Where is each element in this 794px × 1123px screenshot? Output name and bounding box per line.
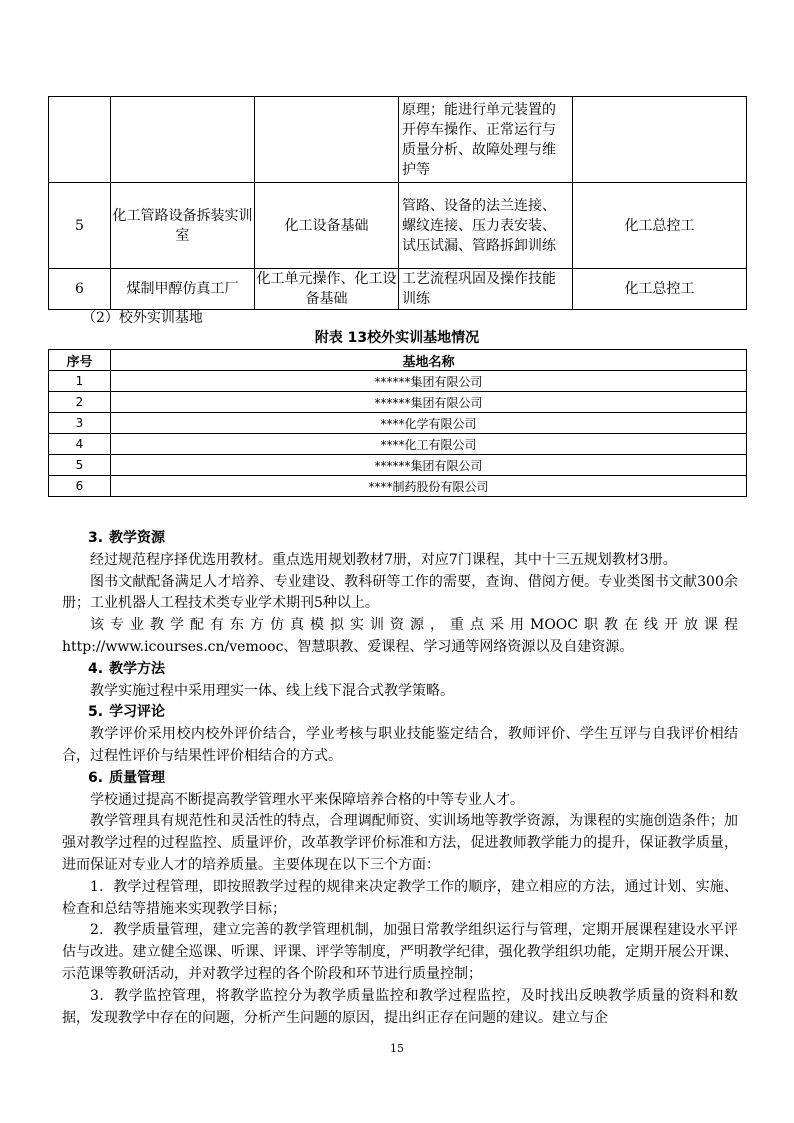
base-name: ******集团有限公司 [111,371,747,392]
table-row [49,455,747,476]
job-title: 化工总控工 [573,183,747,269]
paragraph: 3．教学监控管理，将教学监控分为教学质量监控和教学过程监控，及时找出反映教学质量的资料和数据，发现教学中存在的问题，分析产生问题的原因，提出纠正存在问题的建议。建立与企 [62,987,738,1026]
section-heading-teaching-resources [62,528,738,550]
table-row [49,476,747,497]
paragraph: 学校通过提高不断提高教学管理水平来保障培养合格的中等专业人才。 [90,791,524,808]
job-title [573,97,747,183]
section-number: 3. [88,530,104,546]
paragraph: 图书文献配备满足人才培养、专业建设、教科研等工作的需要，查询、借阅方便。专业类图书文献300余册；工业机器人工程技术类专业学术期刊5种以上。 [62,573,738,612]
section-heading-quality-management [62,768,738,790]
base-name: ****化学有限公司 [111,413,747,434]
table-row [49,434,747,455]
row-number: 3 [49,413,111,434]
table-row [49,392,747,413]
section-title: 质量管理 [109,769,166,786]
table-row [49,413,747,434]
course-name [255,97,399,183]
page-number: 15 [390,1042,404,1055]
paragraph: 1．教学过程管理，即按照教学过程的规律来决定教学工作的顺序，建立相应的方法，通过计划、实施、检查和总结等措施来实现教学目标； [62,878,738,917]
paragraph: 该专业教学配有东方仿真模拟实训资源，重点采用MOOC职教在线开放课程http://www.icourses.cn/vemooc、智慧职教、爱课程、学习通等网络资源以及自建资源。 [62,617,738,655]
training-content: 原理；能进行单元装置的开停车操作、正常运行与质量分析、故障处理与维护等 [399,97,573,183]
table-row [49,269,747,310]
course-name: 化工设备基础 [255,183,399,269]
training-room-table [48,96,747,310]
base-name: ******集团有限公司 [111,455,747,476]
row-number: 5 [49,183,111,269]
paragraph: 教学评价采用校内校外评价结合，学业考核与职业技能鉴定结合，教师评价、学生互评与自我评价相结合，过程性评价与结果性评价相结合的方式。 [62,726,738,764]
base-name: ******集团有限公司 [111,392,747,413]
room-name: 煤制甲醇仿真工厂 [111,269,255,310]
section-number: 6. [88,769,104,786]
paragraph: 教学实施过程中采用理实一体、线上线下混合式教学策略。 [90,682,454,699]
row-number: 4 [49,434,111,455]
section-number: 5. [88,704,104,721]
column-header-number: 序号 [49,350,111,371]
job-title: 化工总控工 [573,269,747,310]
base-name: ****制药股份有限公司 [111,476,747,497]
section-title: 教学方法 [109,660,166,677]
room-name [111,97,255,183]
table-row [49,97,747,183]
section-label: （2）校外实训基地 [82,310,203,326]
section-title: 教学资源 [109,530,166,546]
row-number: 5 [49,455,111,476]
row-number [49,97,111,183]
row-number: 6 [49,269,111,310]
course-name: 化工单元操作、化工设备基础 [255,269,399,310]
room-name: 化工管路设备拆装实训室 [111,183,255,269]
training-content: 工艺流程巩固及操作技能训练 [399,269,573,310]
row-number: 1 [49,371,111,392]
paragraph: 经过规范程序择优选用教材。重点选用规划教材7册，对应7门课程，其中十三五规划教材3册。 [90,551,677,568]
table-row [49,371,747,392]
section-title: 学习评论 [109,704,166,721]
section-number: 4. [88,660,104,677]
row-number: 2 [49,392,111,413]
table-header-row [49,350,747,371]
row-number: 6 [49,476,111,497]
paragraph: 教学管理具有规范性和灵活性的特点，合理调配师资、实训场地等教学资源，为课程的实施创造条件；加强对教学过程的过程监控、质量评价，改革教学评价标准和方法，促进教师教学能力的提升，保证教学质量，进而保证对专业人才的培养质量。主要体现在以下三个方面： [62,813,738,873]
column-header-name: 基地名称 [111,350,747,371]
training-content: 管路、设备的法兰连接、螺纹连接、压力表安装、试压试漏、管路拆卸训练 [399,183,573,269]
off-campus-base-table [48,349,747,497]
paragraph: 2．教学质量管理，建立完善的教学管理机制，加强日常教学组织运行与管理，定期开展课程建设水平评估与改进。建立健全巡课、听课、评课、评学等制度，严明教学纪律，强化教学组织功能，定期开展公开课、示范课等教研活动，并对教学过程的各个阶段和环节进行质量控制； [62,922,738,982]
section-heading-teaching-methods [62,659,738,681]
body-text [62,528,738,1029]
base-name: ****化工有限公司 [111,434,747,455]
section-heading-learning-evaluation [62,702,738,724]
table-title: 附表 13校外实训基地情况 [314,330,480,346]
table-row [49,183,747,269]
